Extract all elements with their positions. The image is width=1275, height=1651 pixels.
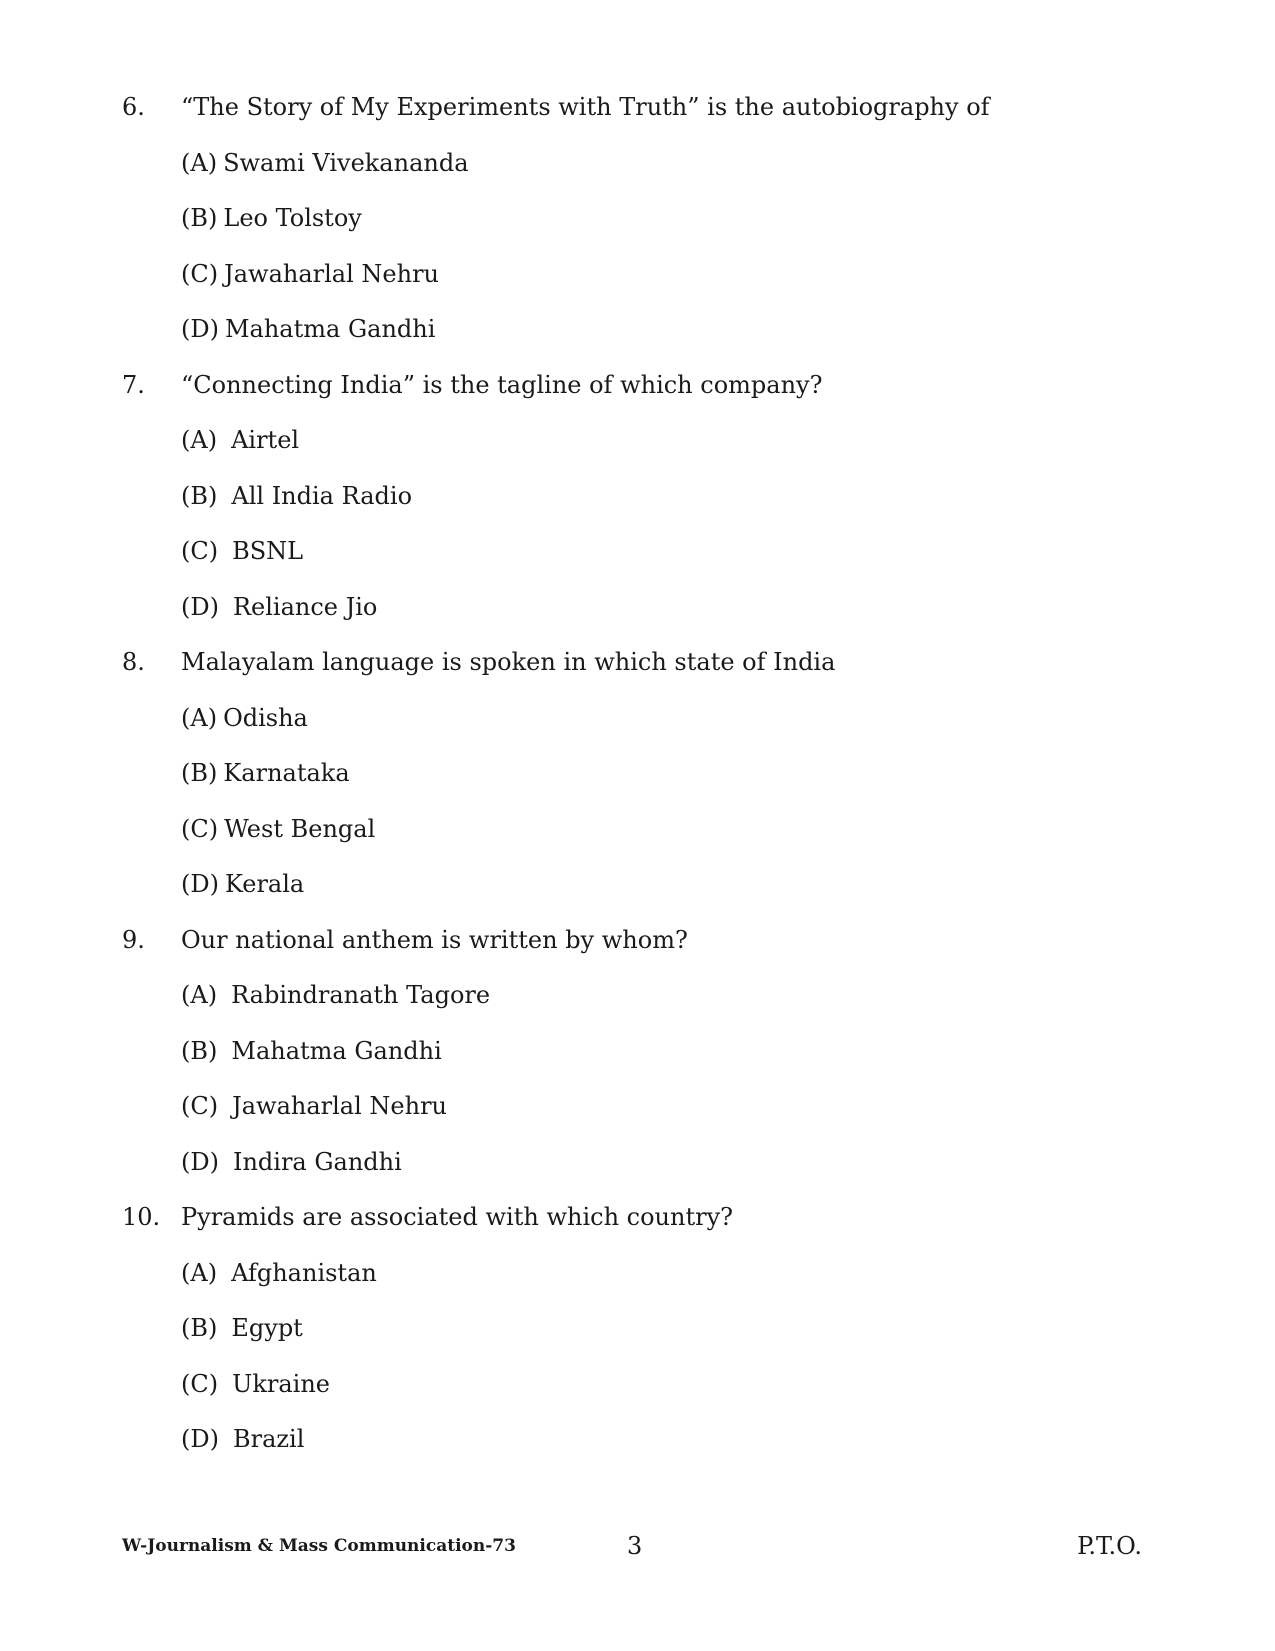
option-text: Odisha — [223, 703, 308, 732]
option-letter: (B) — [181, 1314, 218, 1342]
question-8 — [122, 647, 1182, 925]
option-text: Egypt — [231, 1314, 303, 1342]
question-list — [122, 92, 1182, 1480]
option-letter: (C) — [181, 259, 219, 288]
option-list — [122, 980, 1182, 1202]
question-stem — [122, 925, 1182, 981]
option-item — [181, 148, 1182, 204]
option-list — [122, 703, 1182, 925]
question-10 — [122, 1202, 1182, 1480]
question-stem — [122, 92, 1182, 148]
option-text: Kerala — [224, 870, 305, 898]
option-text: BSNL — [232, 537, 304, 565]
option-text: All India Radio — [231, 481, 413, 510]
question-stem — [122, 1202, 1182, 1258]
page-footer — [122, 1532, 1142, 1568]
option-text: Afghanistan — [231, 1258, 377, 1287]
option-item — [181, 425, 1182, 481]
option-letter: (B) — [181, 759, 218, 787]
question-number: 6. — [122, 93, 145, 121]
option-letter: (D) — [181, 592, 219, 621]
option-letter: (D) — [181, 1147, 219, 1176]
question-9 — [122, 925, 1182, 1203]
option-letter: (A) — [181, 981, 218, 1009]
question-6 — [122, 92, 1182, 370]
option-text: Jawaharlal Nehru — [232, 1092, 447, 1120]
question-text: “Connecting India” is the tagline of which company? — [181, 370, 823, 399]
option-letter: (B) — [181, 204, 218, 232]
option-letter: (A) — [181, 148, 218, 177]
option-item — [181, 592, 1182, 648]
option-text: Leo Tolstoy — [223, 204, 362, 232]
option-letter: (C) — [181, 537, 219, 565]
question-text: Malayalam language is spoken in which state of India — [181, 648, 836, 676]
option-item — [181, 536, 1182, 592]
question-text: Our national anthem is written by whom? — [181, 925, 688, 954]
option-text: Rabindranath Tagore — [231, 981, 491, 1009]
option-item — [181, 703, 1182, 759]
question-number: 10. — [122, 1203, 161, 1231]
option-letter: (A) — [181, 426, 218, 454]
option-text: Jawaharlal Nehru — [224, 259, 439, 288]
option-item — [181, 481, 1182, 537]
option-item — [181, 1147, 1182, 1203]
option-item — [181, 1036, 1182, 1092]
question-7 — [122, 370, 1182, 648]
option-letter: (A) — [181, 703, 218, 732]
option-item — [181, 1091, 1182, 1147]
page-number: 3 — [627, 1532, 643, 1560]
option-letter: (C) — [181, 1092, 219, 1120]
option-text: Airtel — [231, 426, 300, 454]
question-number: 9. — [122, 925, 145, 954]
option-letter: (D) — [181, 1425, 219, 1453]
question-stem — [122, 370, 1182, 426]
paper-code: W-Journalism & Mass Communication-73 — [122, 1536, 516, 1556]
option-item — [181, 259, 1182, 315]
question-number: 8. — [122, 648, 145, 676]
option-item — [181, 980, 1182, 1036]
option-item — [181, 1313, 1182, 1369]
option-text: Mahatma Gandhi — [231, 1036, 442, 1065]
option-item — [181, 1258, 1182, 1314]
question-text: Pyramids are associated with which country? — [181, 1203, 733, 1231]
option-list — [122, 148, 1182, 370]
option-item — [181, 758, 1182, 814]
option-text: Mahatma Gandhi — [224, 315, 436, 343]
option-letter: (D) — [181, 870, 219, 898]
option-item — [181, 1369, 1182, 1425]
option-text: Karnataka — [223, 759, 350, 787]
option-list — [122, 1258, 1182, 1480]
question-number: 7. — [122, 370, 145, 399]
option-text: Brazil — [232, 1425, 305, 1453]
option-item — [181, 1424, 1182, 1480]
option-letter: (A) — [181, 1258, 218, 1287]
option-letter: (B) — [181, 481, 218, 510]
option-item — [181, 869, 1182, 925]
option-text: Swami Vivekananda — [223, 148, 469, 177]
option-letter: (B) — [181, 1036, 218, 1065]
option-list — [122, 425, 1182, 647]
option-item — [181, 314, 1182, 370]
option-text: Indira Gandhi — [232, 1147, 402, 1176]
option-item — [181, 814, 1182, 870]
option-letter: (D) — [181, 315, 219, 343]
option-item — [181, 203, 1182, 259]
question-stem — [122, 647, 1182, 703]
option-letter: (C) — [181, 814, 219, 843]
option-text: Ukraine — [232, 1369, 330, 1398]
please-turn-over: P.T.O. — [1077, 1532, 1142, 1560]
option-letter: (C) — [181, 1369, 219, 1398]
question-text: “The Story of My Experiments with Truth” is the autobiography of — [181, 93, 990, 121]
option-text: West Bengal — [224, 814, 376, 843]
option-text: Reliance Jio — [232, 592, 378, 621]
